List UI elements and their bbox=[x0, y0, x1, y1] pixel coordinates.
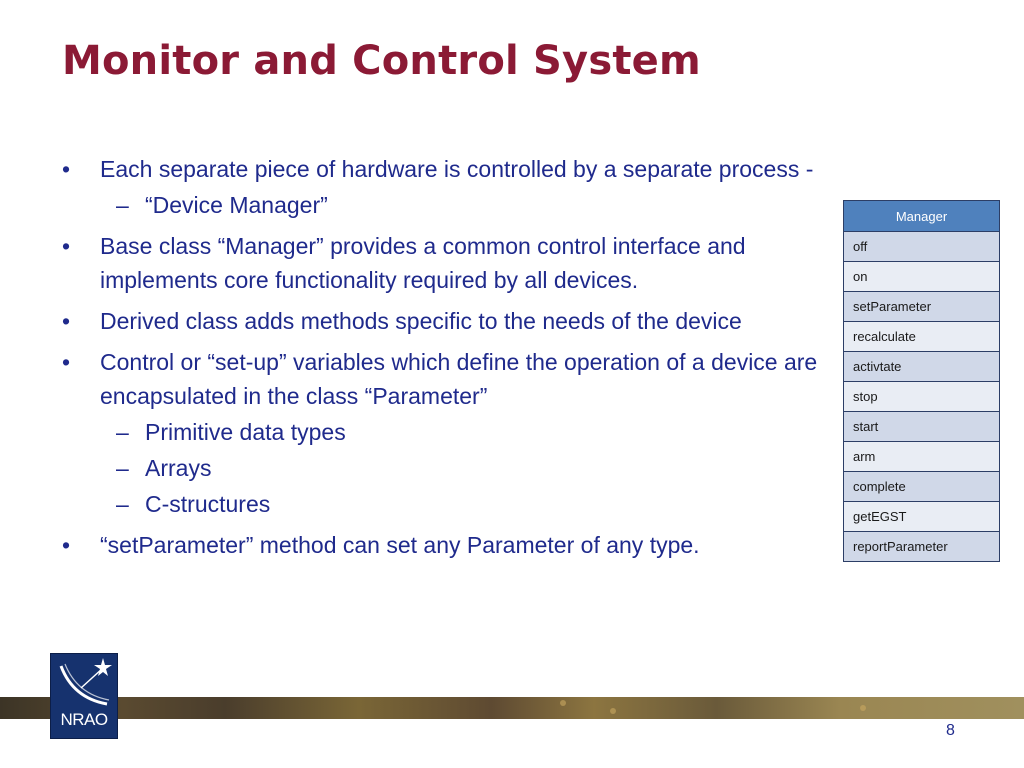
sub-bullet-item bbox=[60, 451, 820, 485]
slide-title: Monitor and Control System bbox=[62, 38, 701, 84]
table-row bbox=[844, 532, 1000, 562]
table-cell: getEGST bbox=[844, 502, 1000, 532]
bullet-list bbox=[60, 152, 820, 569]
bullet-text: “setParameter” method can set any Parameter of any type. bbox=[100, 532, 700, 558]
table-cell: setParameter bbox=[844, 292, 1000, 322]
table-cell: off bbox=[844, 232, 1000, 262]
bullet-text: Base class “Manager” provides a common control interface and implements core functionality required by all devices. bbox=[100, 233, 746, 293]
bullet-item bbox=[60, 304, 820, 338]
table-row bbox=[844, 382, 1000, 412]
band-glint bbox=[860, 705, 866, 711]
dash-marker: – bbox=[116, 419, 129, 445]
table-row bbox=[844, 262, 1000, 292]
manager-methods-table bbox=[843, 200, 1000, 562]
bullet-text: Control or “set-up” variables which define the operation of a device are encapsulated in the class “Parameter” bbox=[100, 349, 818, 409]
table-row bbox=[844, 412, 1000, 442]
table-row bbox=[844, 322, 1000, 352]
band-glint bbox=[560, 700, 566, 706]
table-row bbox=[844, 352, 1000, 382]
bullet-text: Each separate piece of hardware is controlled by a separate process - bbox=[100, 156, 814, 182]
table-row bbox=[844, 442, 1000, 472]
bullet-marker: • bbox=[62, 349, 71, 375]
sub-bullet-text: “Device Manager” bbox=[145, 192, 328, 218]
dash-marker: – bbox=[116, 192, 129, 218]
sub-bullet-item bbox=[60, 188, 820, 222]
sub-bullet-item bbox=[60, 487, 820, 521]
radio-telescope-icon bbox=[51, 654, 117, 710]
table-header: Manager bbox=[844, 201, 1000, 232]
dash-marker: – bbox=[116, 455, 129, 481]
bullet-item bbox=[60, 528, 820, 562]
table-cell: start bbox=[844, 412, 1000, 442]
table-cell: stop bbox=[844, 382, 1000, 412]
bullet-marker: • bbox=[62, 156, 71, 182]
sub-bullet-text: Primitive data types bbox=[145, 419, 346, 445]
sub-bullet-item bbox=[60, 415, 820, 449]
bullet-marker: • bbox=[62, 308, 71, 334]
table-cell: reportParameter bbox=[844, 532, 1000, 562]
table-cell: activtate bbox=[844, 352, 1000, 382]
bullet-marker: • bbox=[62, 233, 71, 259]
dash-marker: – bbox=[116, 491, 129, 517]
bullet-item bbox=[60, 152, 820, 186]
bullet-marker: • bbox=[62, 532, 71, 558]
table-cell: recalculate bbox=[844, 322, 1000, 352]
table-row bbox=[844, 292, 1000, 322]
table-cell: complete bbox=[844, 472, 1000, 502]
table-row bbox=[844, 232, 1000, 262]
page-number: 8 bbox=[946, 722, 955, 739]
bullet-text: Derived class adds methods specific to the needs of the device bbox=[100, 308, 742, 334]
band-glint bbox=[610, 708, 616, 714]
table-cell: arm bbox=[844, 442, 1000, 472]
nrao-logo bbox=[50, 653, 118, 739]
sub-bullet-text: Arrays bbox=[145, 455, 212, 481]
table-header-row bbox=[844, 201, 1000, 232]
logo-text: NRAO bbox=[60, 710, 108, 729]
table-cell: on bbox=[844, 262, 1000, 292]
decorative-photo-band bbox=[0, 697, 1024, 719]
table-row bbox=[844, 472, 1000, 502]
table-row bbox=[844, 502, 1000, 532]
sub-bullet-text: C-structures bbox=[145, 491, 271, 517]
bullet-item bbox=[60, 229, 820, 297]
bullet-item bbox=[60, 345, 820, 413]
